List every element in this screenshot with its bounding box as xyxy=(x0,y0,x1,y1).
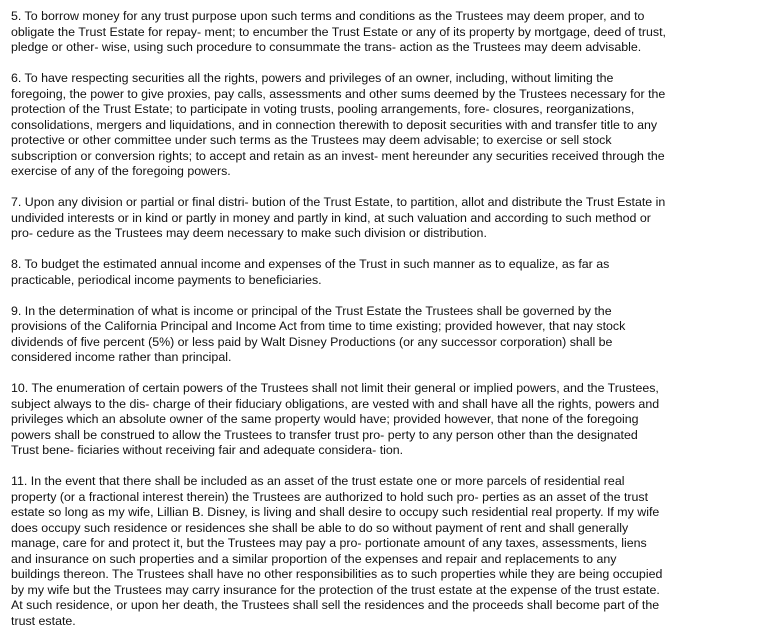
paragraph-11: 11. In the event that there shall be included as an asset of the trust estate one or more parcels of residential real property (or a fractional interest therein) the Trustees are authorized to hold such pro- perties as an asset of the trust estate so long as my wife, Lillian B. Disney, is living and shall desire to occupy such residential real property. If my wife does occupy such residence or residences she shall be able to do so without payment of rent and shall generally manage, care for and protect it, but the Trustees may pay a pro- portionate amount of any taxes, assessments, liens and insurance on such properties and a similar proportion of the expenses and repair and replacements to any buildings thereon. The Trustees shall have no other responsibilities as to such properties while they are being occupied by my wife but the Trustees may carry insurance for the protection of the trust estate at the expense of the trust estate. At such residence, or upon her death, the Trustees shall sell the residences and the proceeds shall become part of the trust estate. xyxy=(11,474,663,628)
document-body xyxy=(11,9,771,629)
paragraph-8: 8. To budget the estimated annual income and expenses of the Trust in such manner as to equalize, as far as practicable, periodical income payments to beneficiaries. xyxy=(11,257,610,287)
paragraph-7: 7. Upon any division or partial or final distri- bution of the Trust Estate, to partition, allot and distribute the Trust Estate in undivided interests or in kind or partly in money and partly in kind, at such valuation and according to such method or pro- cedure as the Trustees may deem necessary to make such division or distribution. xyxy=(11,195,666,240)
paragraph-10: 10. The enumeration of certain powers of the Trustees shall not limit their general or implied powers, and the Trustees, subject always to the dis- charge of their fiduciary obligations, are vested with and shall have all the rights, powers and privileges which an absolute owner of the same property would have; provided however, that none of the foregoing powers shall be construed to allow the Trustees to transfer trust pro- perty to any person other than the designated Trust bene- ficiaries without receiving fair and adequate considera- tion. xyxy=(11,381,660,457)
paragraph-6: 6. To have respecting securities all the rights, powers and privileges of an owner, including, without limiting the foregoing, the power to give proxies, pay calls, assessments and other sums deemed by the Trustees necessary for the protection of the Trust Estate; to participate in voting trusts, pooling arrangements, fore- closures, reorganizations, consolidations, mergers and liquidations, and in connection therewith to deposit securities with and transfer title to any protective or other committee under such terms as the Trustees may deem advisable; to exercise or sell stock subscription or conversion rights; to accept and retain as an invest- ment hereunder any securities received through the exercise of any of the foregoing powers. xyxy=(11,71,666,178)
paragraph-5: 5. To borrow money for any trust purpose upon such terms and conditions as the Trustees may deem proper, and to obligate the Trust Estate for repay- ment; to encumber the Trust Estate or any of its property by mortgage, deed of trust, pledge or other- wise, using such procedure to consummate the trans- action as the Trustees may deem advisable. xyxy=(11,9,666,54)
paragraph-9: 9. In the determination of what is income or principal of the Trust Estate the Trustees shall be governed by the provisions of the California Principal and Income Act from time to time existing; provided however, that nay stock dividends of five percent (5%) or less paid by Walt Disney Productions (or any successor corporation) shall be considered income rather than principal. xyxy=(11,303,626,364)
